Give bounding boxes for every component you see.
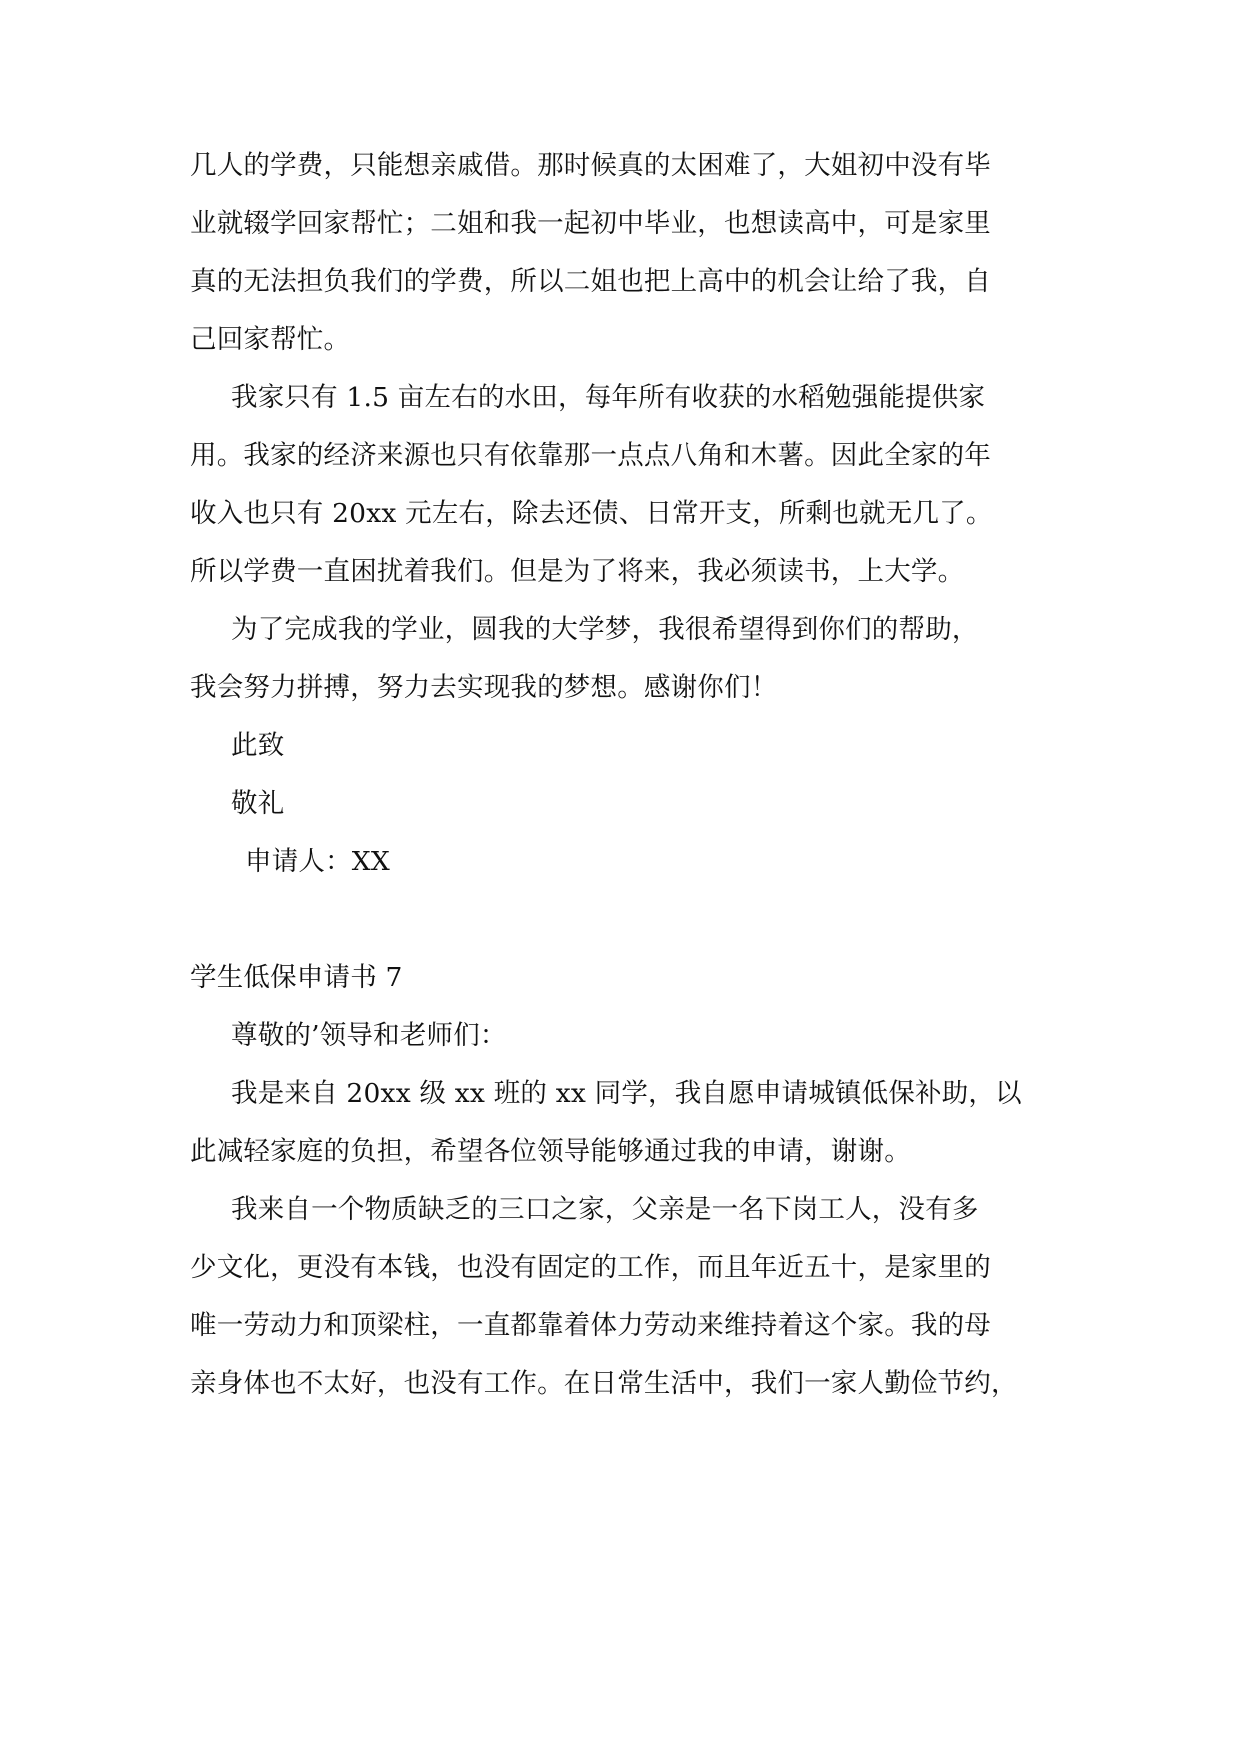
paragraph-line: 几人的学费，只能想亲戚借。那时候真的太困难了，大姐初中没有毕 <box>190 150 991 181</box>
paragraph-line: 为了完成我的学业，圆我的大学梦，我很希望得到你们的帮助， <box>231 614 979 645</box>
paragraph-line: 真的无法担负我们的学费，所以二姐也把上高中的机会让给了我，自 <box>190 266 991 297</box>
closing-salutation: 此致 <box>231 730 285 761</box>
paragraph-line: 所以学费一直困扰着我们。但是为了将来，我必须读书，上大学。 <box>190 556 965 587</box>
section-title: 学生低保申请书 7 <box>190 962 403 993</box>
paragraph-line: 用。我家的经济来源也只有依靠那一点点八角和木薯。因此全家的年 <box>190 440 991 471</box>
paragraph-line: 我会努力拼搏，努力去实现我的梦想。感谢你们！ <box>190 672 778 703</box>
paragraph-line: 我家只有 1.5 亩左右的水田，每年所有收获的水稻勉强能提供家 <box>231 382 986 413</box>
paragraph-line: 唯一劳动力和顶梁柱，一直都靠着体力劳动来维持着这个家。我的母 <box>190 1310 991 1341</box>
paragraph-line: 己回家帮忙。 <box>190 324 351 355</box>
paragraph-line: 业就辍学回家帮忙；二姐和我一起初中毕业，也想读高中，可是家里 <box>190 208 991 239</box>
paragraph-line: 此减轻家庭的负担，希望各位领导能够通过我的申请，谢谢。 <box>190 1136 911 1167</box>
paragraph-line: 我是来自 20xx 级 xx 班的 xx 同学，我自愿申请城镇低保补助，以 <box>231 1078 1022 1109</box>
applicant-signature: 申请人：XX <box>245 846 390 877</box>
closing-regards: 敬礼 <box>231 788 285 819</box>
paragraph-line: 亲身体也不太好，也没有工作。在日常生活中，我们一家人勤俭节约， <box>190 1368 1018 1399</box>
paragraph-line: 少文化，更没有本钱，也没有固定的工作，而且年近五十，是家里的 <box>190 1252 991 1283</box>
paragraph-line: 收入也只有 20xx 元左右，除去还债、日常开支，所剩也就无几了。 <box>190 498 993 529</box>
greeting-line: 尊敬的’领导和老师们： <box>231 1020 507 1051</box>
paragraph-line: 我来自一个物质缺乏的三口之家，父亲是一名下岗工人，没有多 <box>231 1194 979 1225</box>
